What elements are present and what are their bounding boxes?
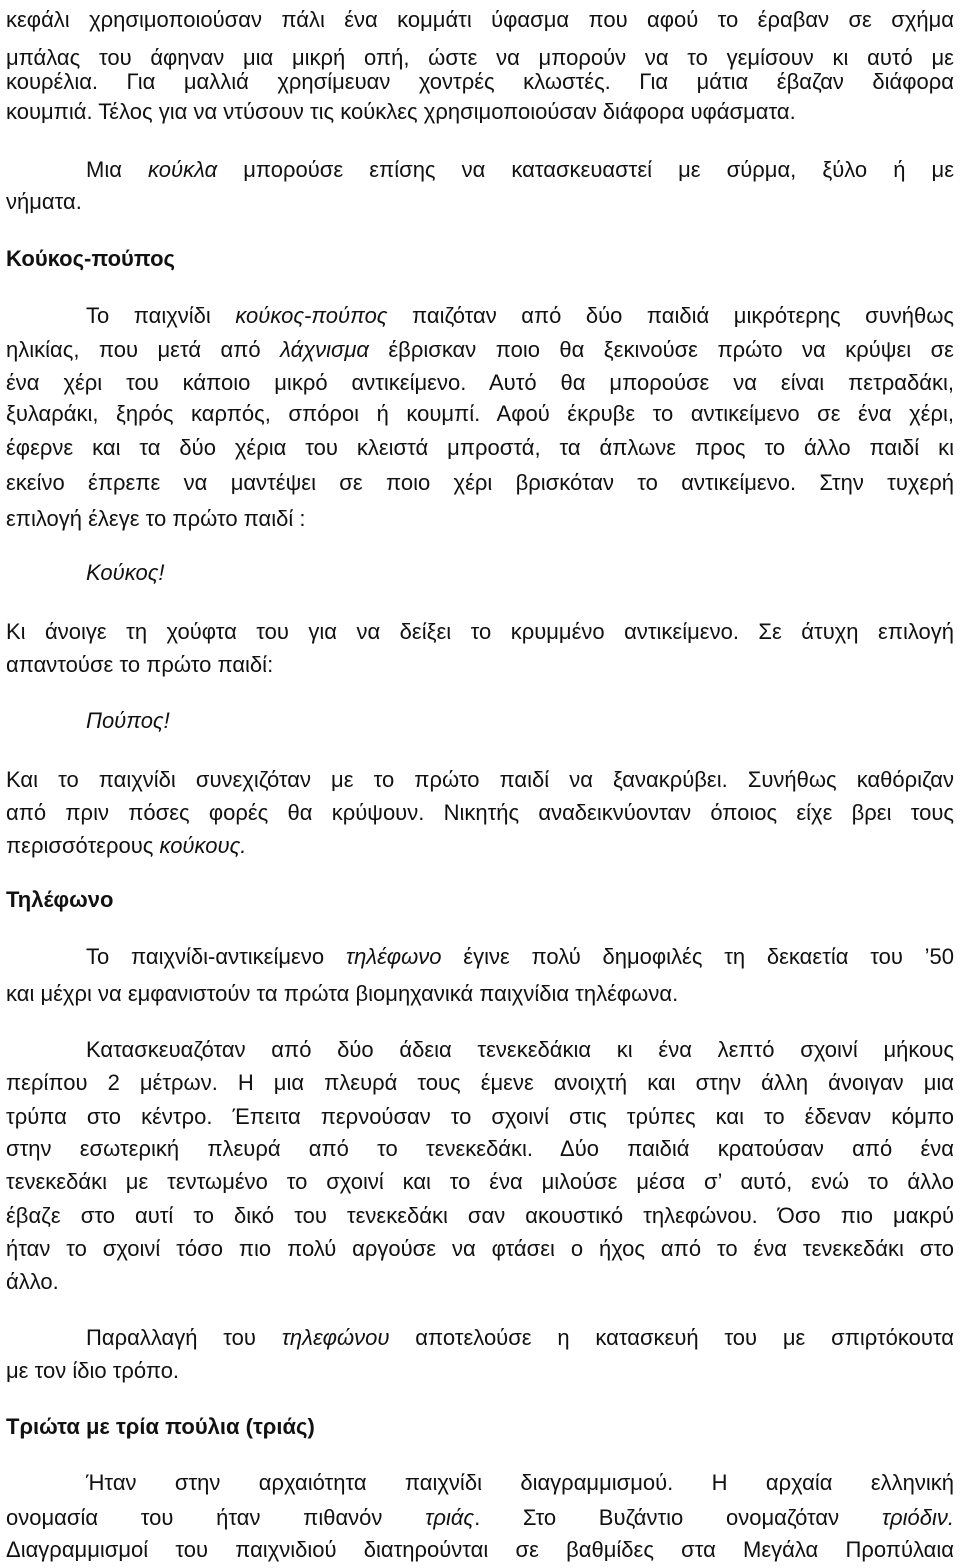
paragraph-line: Μια κούκλα μπορούσε επίσης να κατασκευαστεί με σύρμα, ξύλο ή με [86,157,955,182]
text-line: έφερνε και τα δύο χέρια του κλειστά μπροστά, τα άπλωνε προς το άλλο παιδί κι [6,435,954,460]
text-line: Ήταν στην αρχαιότητα παιχνίδι διαγραμμισμού. Η αρχαία ελληνική [86,1470,954,1495]
text-line: απαντούσε το πρώτο παιδί: [6,652,274,677]
paragraph-line: Παραλλαγή του τηλεφώνου αποτελούσε η κατασκευή του με σπιρτόκουτα [86,1325,954,1350]
text-line: τενεκεδάκι με τεντωμένο το σχοινί και το ένα μιλούσε μέσα σ’ αυτό, ενώ το άλλο [6,1169,954,1194]
text-line: Κατασκευαζόταν από δύο άδεια τενεκεδάκια κι ένα λεπτό σχοινί μήκους [86,1037,954,1062]
text-line: ξυλαράκι, ξηρός καρπός, σπόροι ή κουμπί. Αφού έκρυβε το αντικείμενο σε ένα χέρι, [6,401,954,426]
paragraph-line: Το παιχνίδι κούκος-πούπος παιζόταν από δύο παιδιά μικρότερης συνήθως [86,303,954,328]
text-line: κουμπιά. Τέλος για να ντύσουν τις κούκλες χρησιμοποιούσαν διάφορα υφάσματα. [6,99,796,124]
section-heading-koukos: Κούκος-πούπος [6,246,175,271]
text-line: κουρέλια. Για μαλλιά χρησίμευαν χοντρές κλωστές. Για μάτια έβαζαν διάφορα [6,69,954,94]
text-line: Διαγραμμισμοί του παιχνιδιού διατηρούνται σε βαθμίδες στα Μεγάλα Προπύλαια [6,1537,954,1562]
text-line: στην εσωτερική πλευρά από το τενεκεδάκι. Δύο παιδιά κρατούσαν από ένα [6,1136,954,1161]
text-line: Κι άνοιγε τη χούφτα του για να δείξει το κρυμμένο αντικείμενο. Σε άτυχη επιλογή [6,619,954,644]
text-line: κεφάλι χρησιμοποιούσαν πάλι ένα κομμάτι ύφασμα που αφού το έραβαν σε σχήμα [6,7,954,32]
text-line: επιλογή έλεγε το πρώτο παιδί : [6,506,306,531]
text-line: περίπου 2 μέτρων. Η μια πλευρά τους έμενε ανοιχτή και στην άλλη άνοιγαν μια [6,1070,954,1095]
text-line: με τον ίδιο τρόπο. [6,1358,180,1383]
text-line: έβαζε στο αυτί το δικό του τενεκεδάκι σαν ακουστικό τηλεφώνου. Όσο πιο μακρύ [6,1203,954,1228]
paragraph-line: ονομασία του ήταν πιθανόν τριάς. Στο Βυζάντιο ονομαζόταν τριόδιν. [6,1505,954,1530]
text-line: νήματα. [6,189,82,214]
text-line: μπάλας του άφηναν μια μικρή οπή, ώστε να μπορούν να το γεμίσουν κι αυτό με [6,45,954,70]
exclamation-poupos: Πούπος! [86,708,170,733]
section-heading-telefono: Τηλέφωνο [6,887,114,912]
text-line: ήταν το σχοινί τόσο πιο πολύ αργούσε να φτάσει ο ήχος από το ένα τενεκεδάκι στο [6,1236,954,1261]
paragraph-line: ηλικίας, που μετά από λάχνισμα έβρισκαν ποιο θα ξεκινούσε πρώτο να κρύψει σε [6,337,954,362]
paragraph-line: Το παιχνίδι-αντικείμενο τηλέφωνο έγινε πολύ δημοφιλές τη δεκαετία του ’50 [86,944,954,969]
text-line: ένα χέρι του κάποιο μικρό αντικείμενο. Αυτό θα μπορούσε να είναι πετραδάκι, [6,370,954,395]
text-line: και μέχρι να εμφανιστούν τα πρώτα βιομηχανικά παιχνίδια τηλέφωνα. [6,981,679,1006]
section-heading-trioda: Τριώτα με τρία πούλια (τριάς) [6,1414,315,1439]
exclamation-koukos: Κούκος! [86,560,165,585]
text-line: εκείνο έπρεπε να μαντέψει σε ποιο χέρι βρισκόταν το αντικείμενο. Στην τυχερή [6,470,954,495]
text-line: Και το παιχνίδι συνεχιζόταν με το πρώτο παιδί να ξανακρύβει. Συνήθως καθόριζαν [6,767,954,792]
text-line: από πριν πόσες φορές θα κρύψουν. Νικητής αναδεικνύονταν όποιος είχε βρει τους [6,800,954,825]
text-line: άλλο. [6,1269,59,1294]
text-line: τρύπα στο κέντρο. Έπειτα περνούσαν το σχοινί στις τρύπες και το έδεναν κόμπο [6,1104,954,1129]
paragraph-line: περισσότερους κούκους. [6,833,247,858]
